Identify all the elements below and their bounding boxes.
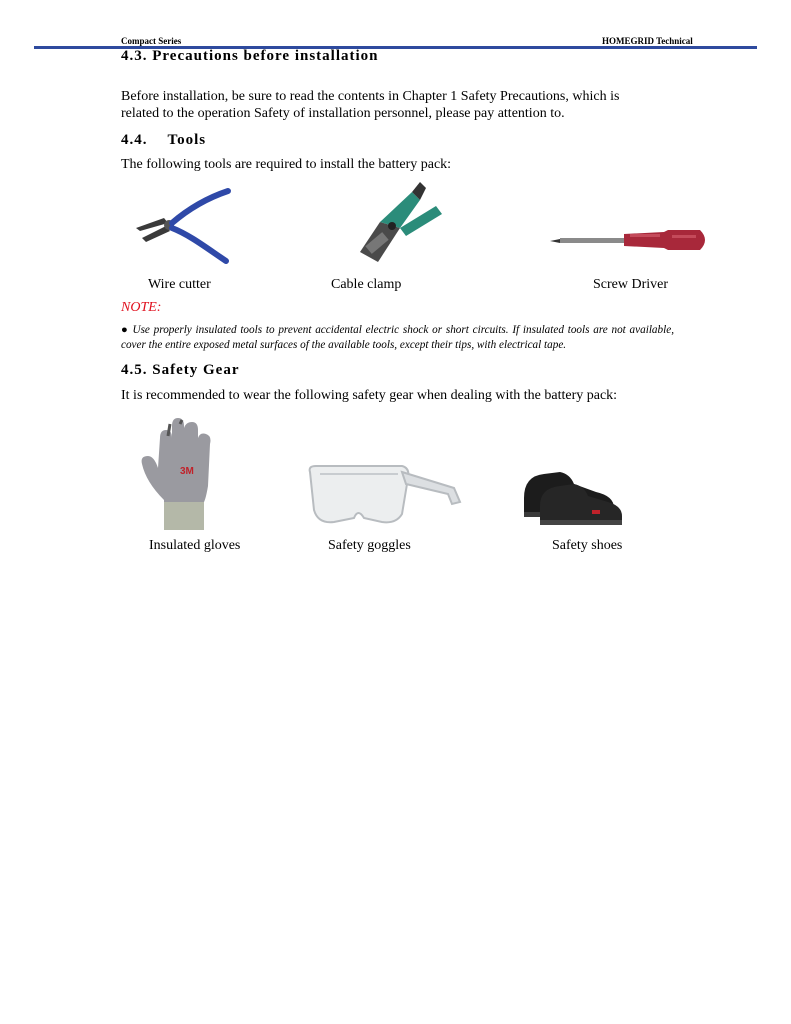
tool-label-screwdriver: Screw Driver xyxy=(593,277,669,292)
section-43-heading: 4.3. Precautions before installation xyxy=(121,48,379,64)
gear-label-gloves: Insulated gloves xyxy=(149,538,241,553)
section-44-heading-num: 4.4. xyxy=(121,132,148,148)
note-text: ● Use properly insulated tools to prevent accidental electric shock or short circuits. If insulated tools are not available, cover the entire exposed metal surfaces of the available tools, except their tips, with electrical tape. xyxy=(121,324,674,351)
gear-label-shoes: Safety shoes xyxy=(552,538,623,553)
section-43-body: Before installation, be sure to read the contents in Chapter 1 Safety Precautions, which is related to the operation Safety of installation personnel, please pay attention to. xyxy=(121,89,620,121)
safety-shoes-icon xyxy=(518,460,626,532)
tool-label-cable-clamp: Cable clamp xyxy=(331,277,402,292)
section-44-intro: The following tools are required to install the battery pack: xyxy=(121,157,452,172)
gear-label-goggles: Safety goggles xyxy=(328,538,411,553)
glove-icon xyxy=(136,412,226,532)
glove-logo-3m: 3M xyxy=(180,466,194,477)
tool-label-wire-cutter: Wire cutter xyxy=(148,277,211,292)
wire-cutter-icon xyxy=(128,185,232,265)
header-brand: HOMEGRID Technical xyxy=(602,36,693,46)
section-45-heading: 4.5. Safety Gear xyxy=(121,362,240,378)
screwdriver-icon xyxy=(548,222,712,258)
cable-clamp-icon xyxy=(350,178,446,266)
section-45-intro: It is recommended to wear the following safety gear when dealing with the battery pack: xyxy=(121,388,618,403)
header-series: Compact Series xyxy=(121,36,182,46)
goggles-icon xyxy=(306,458,462,530)
section-44-heading xyxy=(121,131,206,149)
section-44-heading-text: Tools xyxy=(167,132,207,148)
note-title: NOTE: xyxy=(121,300,162,315)
